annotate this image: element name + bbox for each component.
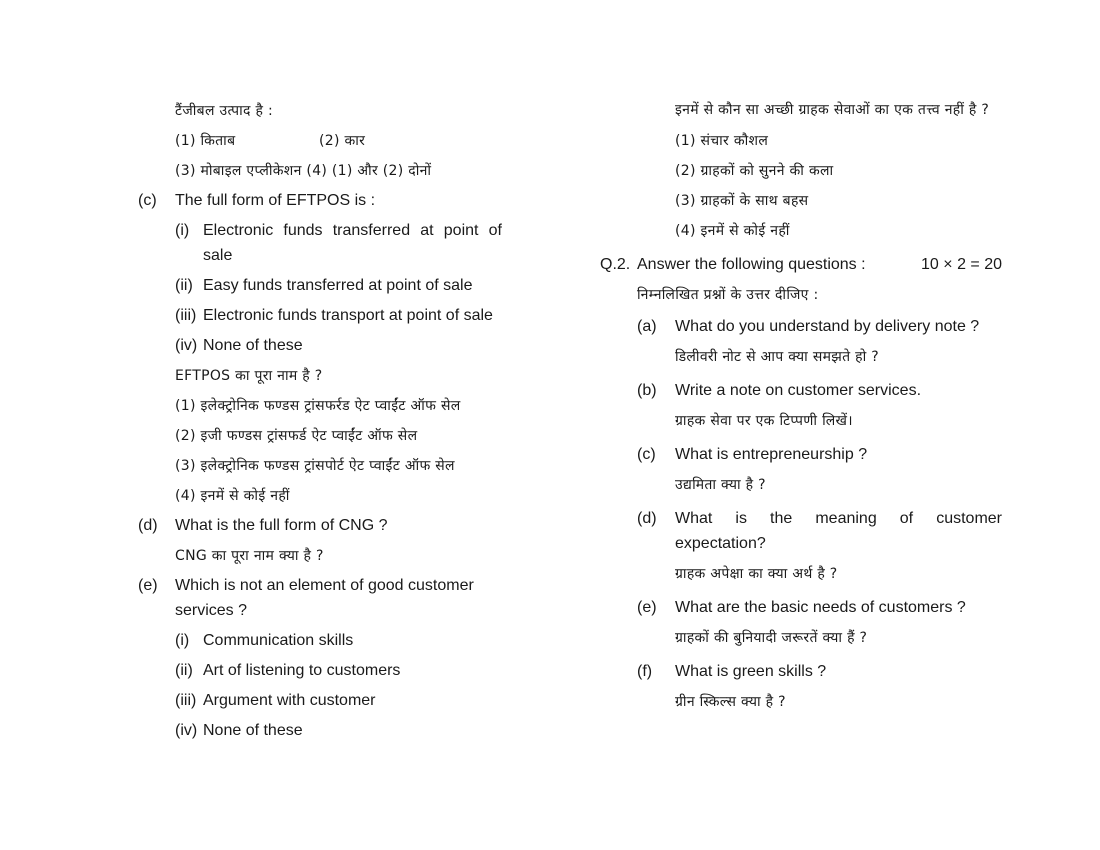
question-label: (d) [637, 510, 657, 527]
question-text: What do you understand by delivery note ? [675, 318, 980, 335]
question-text: What are the basic needs of customers ? [675, 599, 966, 616]
question-label: (b) [637, 382, 657, 399]
question-c-option-iii [138, 303, 502, 333]
question-d-hindi: CNG का पूरा नाम क्या है ? [175, 548, 324, 564]
question-c-hindi-option-4: (4) इनमें से कोई नहीं [175, 488, 290, 504]
question-2e-hindi: ग्राहकों की बुनियादी जरूरतें क्या हैं ? [675, 630, 868, 646]
option-number: (iii) [175, 307, 197, 324]
question-c-hindi-option-3: (3) इलेक्ट्रोनिक फण्डस ट्रांसपोर्ट ऐट प्वाईंट ऑफ सेल [175, 458, 455, 474]
question-e-option-i [138, 628, 502, 658]
question-e-hindi: इनमें से कौन सा अच्छी ग्राहक सेवाओं का एक तत्त्व नहीं है ? [675, 102, 990, 118]
option-text: None of these [203, 337, 303, 354]
option-text: None of these [203, 722, 303, 739]
question-text: The full form of EFTPOS is : [175, 192, 376, 209]
question-text: What is green skills ? [675, 663, 827, 680]
right-column [600, 98, 1002, 719]
question-c-hindi-option-2: (2) इजी फण्डस ट्रांसफर्ड ऐट प्वाईंट ऑफ सेल [175, 428, 418, 444]
question-b-hindi-tail: टैंजीबल उत्पाद है : [175, 103, 274, 119]
question-2e [600, 595, 1002, 625]
option-2: (2) कार [319, 133, 366, 149]
question-2c [600, 442, 1002, 472]
question-c-option-i [138, 218, 502, 273]
question-d [138, 513, 502, 543]
option-number: (i) [175, 222, 190, 239]
option-number: (i) [175, 632, 190, 649]
question-label: (d) [138, 517, 158, 534]
option-number: (iv) [175, 337, 198, 354]
question-e-hindi-option-3: (3) ग्राहकों के साथ बहस [675, 193, 809, 209]
question-2a [600, 314, 1002, 344]
option-1: (1) किताब [175, 133, 236, 149]
option-number: (ii) [175, 277, 193, 294]
question-e-option-iv [138, 718, 502, 748]
question-text: Write a note on customer services. [675, 382, 922, 399]
question-e-option-ii [138, 658, 502, 688]
question-2d-hindi: ग्राहक अपेक्षा का क्या अर्थ है ? [675, 566, 838, 582]
question-label: (e) [637, 599, 657, 616]
question-label: (c) [637, 446, 656, 463]
question-label: (c) [138, 192, 157, 209]
question-e-hindi-option-2: (2) ग्राहकों को सुनने की कला [675, 163, 834, 179]
option-number: (iv) [175, 722, 198, 739]
question-2d [600, 506, 1002, 561]
question-text: What is entrepreneurship ? [675, 446, 868, 463]
question-e-hindi-option-1: (1) संचार कौशल [675, 133, 769, 149]
option-text: Easy funds transferred at point of sale [203, 277, 473, 294]
question-2b [600, 378, 1002, 408]
question-b-options-row-2: (3) मोबाइल एप्लीकेशन (4) (1) और (2) दोनों [175, 163, 432, 179]
left-column [138, 98, 502, 748]
question-2f-hindi: ग्रीन स्किल्स क्या है ? [675, 694, 786, 710]
question-e-hindi-option-4: (4) इनमें से कोई नहीं [675, 223, 790, 239]
question-c-option-iv [138, 333, 502, 363]
option-text: Electronic funds transport at point of sale [203, 307, 493, 324]
question-2-heading [600, 252, 1002, 282]
question-label: (e) [138, 577, 158, 594]
question-c [138, 188, 502, 218]
question-c-hindi: EFTPOS का पूरा नाम है ? [175, 368, 323, 384]
question-2a-hindi: डिलीवरी नोट से आप क्या समझते हो ? [675, 349, 880, 365]
question-c-option-ii [138, 273, 502, 303]
question-2c-hindi: उद्यमिता क्या है ? [675, 477, 766, 493]
question-text: What is the meaning of customer expectation? [675, 510, 1002, 552]
question-e-option-iii [138, 688, 502, 718]
question-label: (f) [637, 663, 653, 680]
question-2b-hindi: ग्राहक सेवा पर एक टिप्पणी लिखें। [675, 413, 853, 429]
question-label: Q.2. [600, 256, 631, 273]
question-c-hindi-option-1: (1) इलेक्ट्रोनिक फण्डस ट्रांसफर्रड ऐट प्वाईंट ऑफ सेल [175, 398, 461, 414]
option-number: (iii) [175, 692, 197, 709]
option-text: Communication skills [203, 632, 354, 649]
question-label: (a) [637, 318, 657, 335]
question-text: Answer the following questions : [637, 256, 866, 273]
option-text: Argument with customer [203, 692, 376, 709]
marks-allocation: 10 × 2 = 20 [921, 256, 1002, 273]
question-b-options-row-1 [138, 128, 502, 158]
option-text: Electronic funds transferred at point of sale [203, 222, 502, 264]
option-number: (ii) [175, 662, 193, 679]
question-text: Which is not an element of good customer services ? [175, 577, 474, 619]
question-text: What is the full form of CNG ? [175, 517, 388, 534]
question-2-hindi: निम्नलिखित प्रश्नों के उत्तर दीजिए : [637, 287, 819, 303]
option-text: Art of listening to customers [203, 662, 401, 679]
question-e [138, 573, 502, 628]
question-2f [600, 659, 1002, 689]
